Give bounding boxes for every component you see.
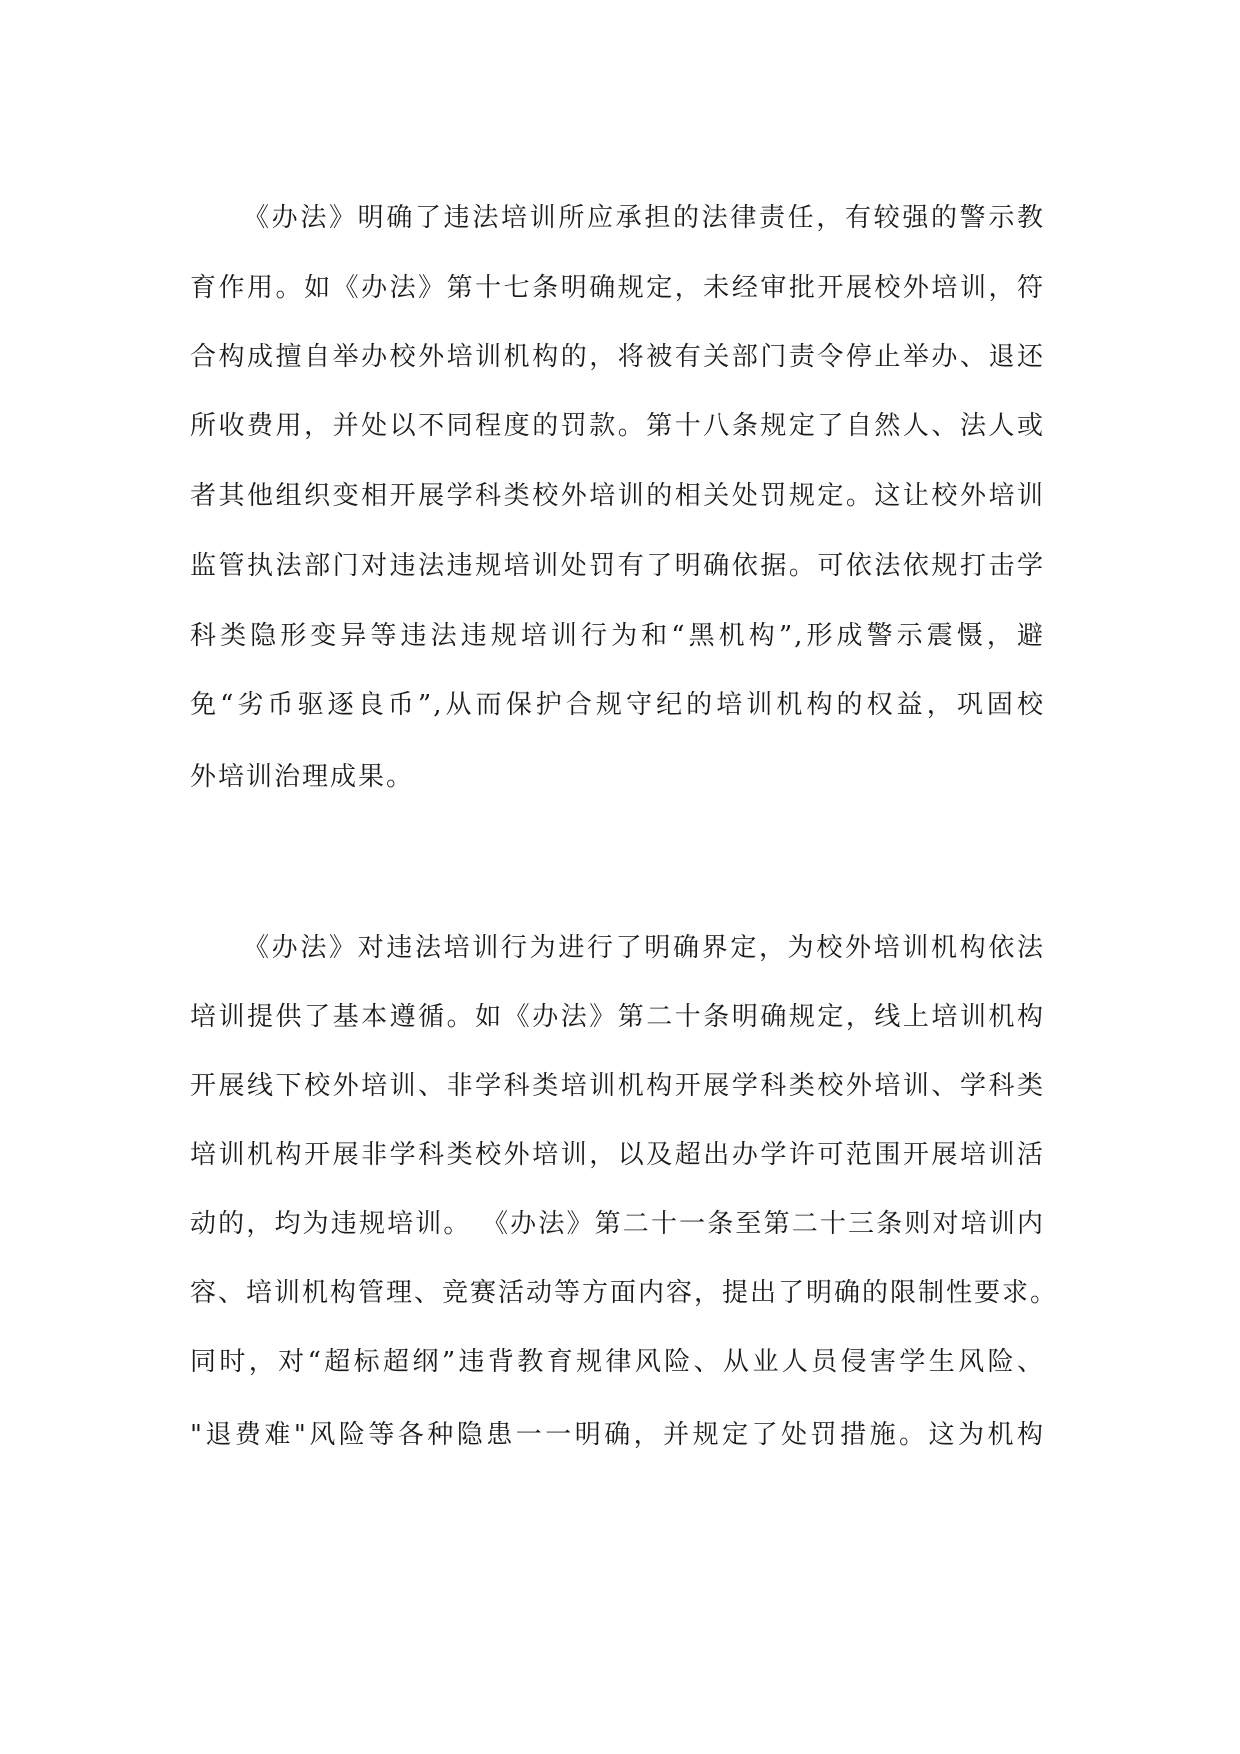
paragraph-line: "退费难"风险等各种隐患一一明确，并规定了处罚措施。这为机构: [190, 1420, 1045, 1450]
paragraph-line: 《办法》对违法培训行为进行了明确界定，为校外培训机构依法: [243, 933, 1045, 963]
paragraph-line: 监管执法部门对违法违规培训处罚有了明确依据。可依法依规打击学: [190, 551, 1045, 581]
paragraph-line: 动的，均为违规培训。 《办法》第二十一条至第二十三条则对培训内: [190, 1209, 1045, 1239]
paragraph-line: 育作用。如《办法》第十七条明确规定，未经审批开展校外培训，符: [190, 273, 1045, 303]
paragraph-line: 合构成擅自举办校外培训机构的，将被有关部门责令停止举办、退还: [190, 342, 1045, 372]
paragraph-line: 同时，对“超标超纲”违背教育规律风险、从业人员侵害学生风险、: [190, 1347, 1045, 1377]
paragraph-line: 外培训治理成果。: [190, 762, 415, 792]
paragraph-line: 免“劣币驱逐良币”,从而保护合规守纪的培训机构的权益，巩固校: [190, 690, 1045, 720]
paragraph-line: 科类隐形变异等违法违规培训行为和“黑机构”,形成警示震慑，避: [190, 621, 1045, 651]
paragraph-line: 培训提供了基本遵循。如《办法》第二十条明确规定，线上培训机构: [190, 1002, 1045, 1032]
paragraph-line: 者其他组织变相开展学科类校外培训的相关处罚规定。这让校外培训: [190, 481, 1045, 511]
paragraph-line: 《办法》明确了违法培训所应承担的法律责任，有较强的警示教: [243, 203, 1045, 233]
paragraph-line: 培训机构开展非学科类校外培训，以及超出办学许可范围开展培训活: [190, 1140, 1045, 1170]
paragraph-line: 开展线下校外培训、非学科类培训机构开展学科类校外培训、学科类: [190, 1071, 1045, 1101]
paragraph-line: 容、培训机构管理、竞赛活动等方面内容，提出了明确的限制性要求。: [190, 1278, 1059, 1308]
paragraph-line: 所收费用，并处以不同程度的罚款。第十八条规定了自然人、法人或: [190, 411, 1045, 441]
